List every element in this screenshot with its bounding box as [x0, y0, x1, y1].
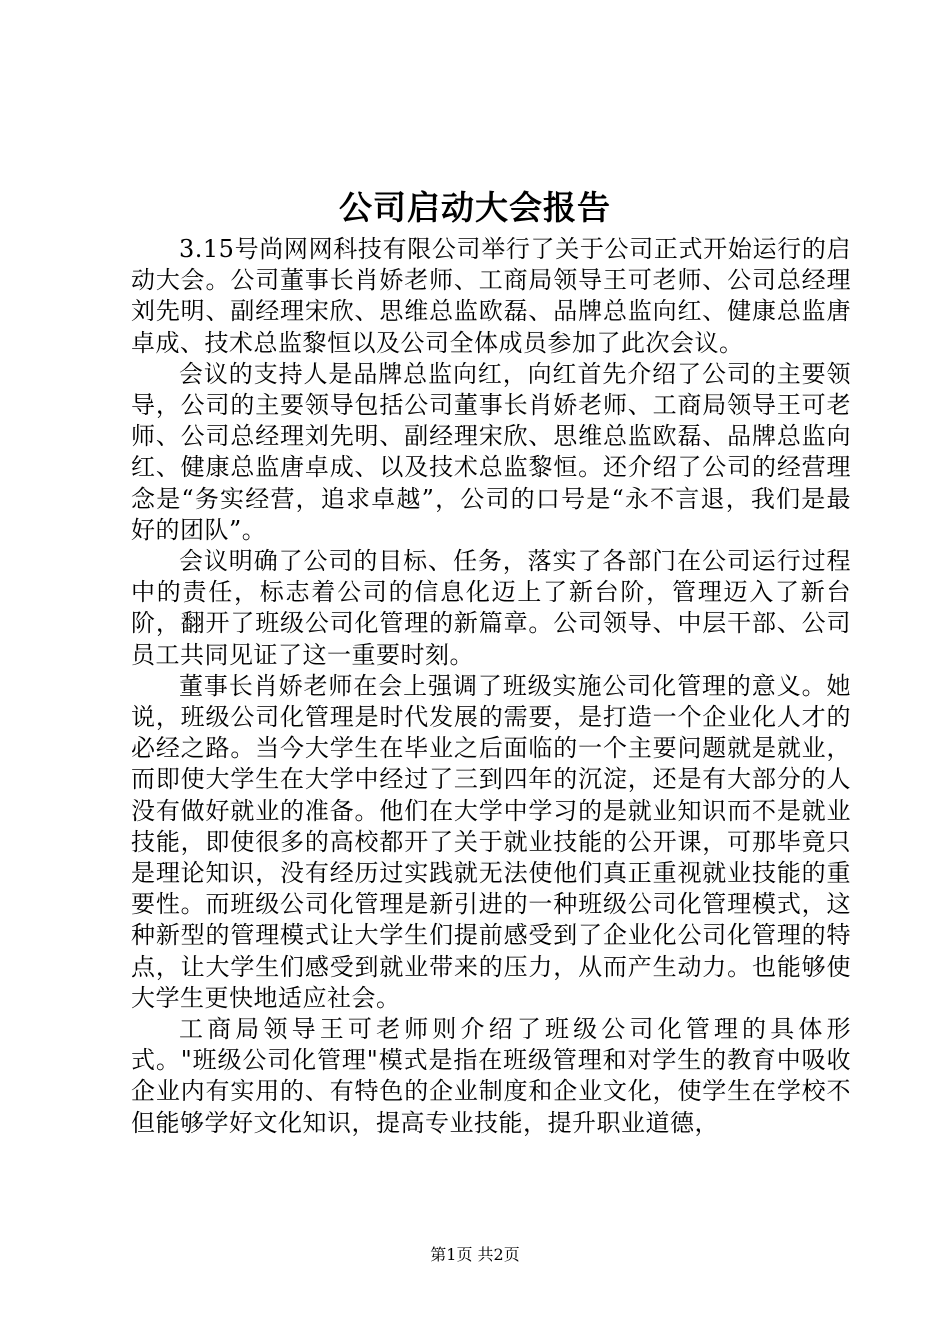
- paragraph: 工商局领导王可老师则介绍了班级公司化管理的具体形式。"班级公司化管理"模式是指在班级管理和对学生的教育中吸收企业内有实用的、有特色的企业制度和企业文化，使学生在学校不但能够学好文化知识，提高专业技能，提升职业道德，: [131, 1015, 851, 1137]
- paragraph: 会议的支持人是品牌总监向红，向红首先介绍了公司的主要领导，公司的主要领导包括公司董事长肖娇老师、工商局领导王可老师、公司总经理刘先明、副经理宋欣、思维总监欧磊、品牌总监向红、健康总监唐卓成、以及技术总监黎恒。还介绍了公司的经营理念是“务实经营，追求卓越”，公司的口号是“永不言退，我们是最好的团队”。: [131, 359, 851, 544]
- paragraph: 会议明确了公司的目标、任务，落实了各部门在公司运行过程中的责任，标志着公司的信息化迈上了新台阶，管理迈入了新台阶，翻开了班级公司化管理的新篇章。公司领导、中层干部、公司员工共同见证了这一重要时刻。: [131, 547, 851, 669]
- paragraph: 董事长肖娇老师在会上强调了班级实施公司化管理的意义。她说，班级公司化管理是时代发展的需要，是打造一个企业化人才的必经之路。当今大学生在毕业之后面临的一个主要问题就是就业，而即使大学生在大学中经过了三到四年的沉淀，还是有大部分的人没有做好就业的准备。他们在大学中学习的是就业知识而不是就业技能，即使很多的高校都开了关于就业技能的公开课，可那毕竟只是理论知识，没有经历过实践就无法使他们真正重视就业技能的重要性。而班级公司化管理是新引进的一种班级公司化管理模式，这种新型的管理模式让大学生们提前感受到了企业化公司化管理的特点，让大学生们感受到就业带来的压力，从而产生动力。也能够使大学生更快地适应社会。: [131, 671, 851, 1012]
- document-body: [131, 234, 851, 1139]
- paragraph: 3.15号尚网网科技有限公司举行了关于公司正式开始运行的启动大会。公司董事长肖娇老师、工商局领导王可老师、公司总经理刘先明、副经理宋欣、思维总监欧磊、品牌总监向红、健康总监唐卓成、技术总监黎恒以及公司全体成员参加了此次会议。: [131, 235, 851, 357]
- document-title: 公司启动大会报告: [339, 188, 611, 227]
- page-number-footer: 第1页 共2页: [430, 1245, 520, 1264]
